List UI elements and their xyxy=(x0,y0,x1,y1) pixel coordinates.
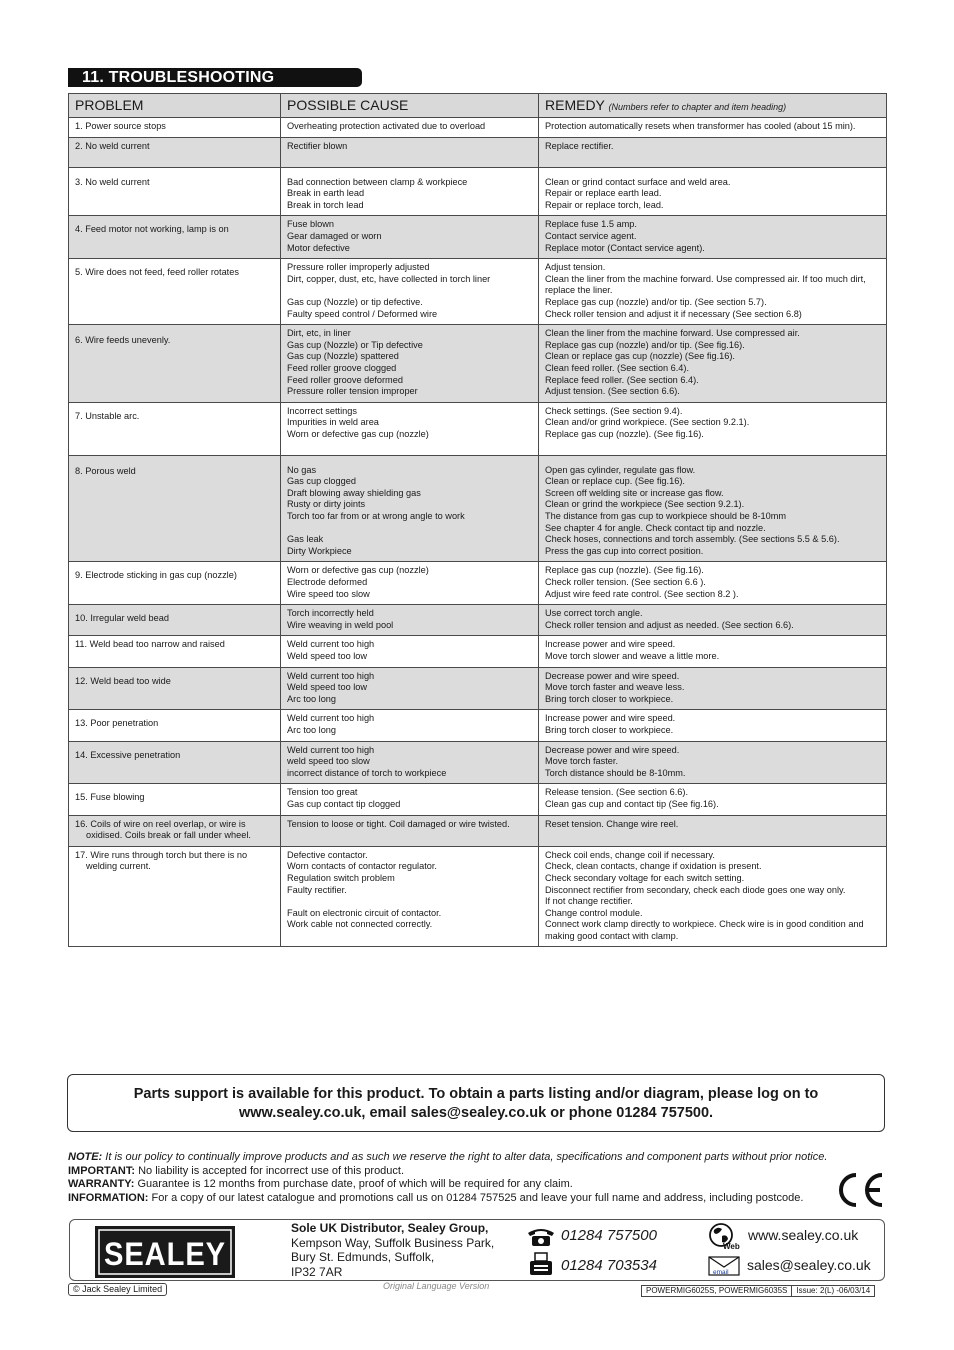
cause-line: Impurities in weld area xyxy=(287,417,379,428)
remedy-cell xyxy=(539,325,887,403)
table-row xyxy=(69,167,887,216)
website-link[interactable]: www.sealey.co.uk xyxy=(748,1227,859,1243)
cause-line: Faulty rectifier. xyxy=(287,884,347,895)
remedy-cell xyxy=(539,605,887,636)
problem-text: 4. Feed motor not working, lamp is on xyxy=(75,224,229,235)
cause-line: Pressure roller improperly adjusted xyxy=(287,262,430,273)
table-row xyxy=(69,325,887,403)
cause-line: Weld speed too low xyxy=(287,682,368,693)
problem-cell xyxy=(69,710,281,741)
problem-cell xyxy=(69,118,281,138)
remedy-cell xyxy=(539,259,887,325)
important-line xyxy=(68,1165,858,1179)
problem-text: 7. Unstable arc. xyxy=(75,410,140,421)
cause-line: Dirty Workpiece xyxy=(287,545,352,556)
ce-mark-icon xyxy=(834,1170,886,1210)
cause-line: Tension too great xyxy=(287,787,358,798)
remedy-line: Decrease power and wire speed. xyxy=(545,670,680,681)
cause-line: Electrode deformed xyxy=(287,577,368,588)
remedy-line: Repair or replace torch, lead. xyxy=(545,199,664,210)
remedy-line: Connect work clamp directly to workpiece. Check wire is in good condition and making good contact with clamp. xyxy=(545,919,867,941)
note-label: NOTE: xyxy=(68,1151,103,1163)
notes-block xyxy=(68,1151,858,1205)
cause-line: Draft blowing away shielding gas xyxy=(287,487,421,498)
problem-text: 5. Wire does not feed, feed roller rotates xyxy=(75,267,239,278)
remedy-line: Clean or grind the workpiece (See section 9.2.1). xyxy=(545,499,745,510)
problem-cell xyxy=(69,605,281,636)
cause-cell xyxy=(281,784,539,815)
problem-cell xyxy=(69,216,281,259)
remedy-line: Clean gas cup and contact tip (See fig.16). xyxy=(545,798,719,809)
cause-line: Arc too long xyxy=(287,724,337,735)
troubleshooting-table xyxy=(68,93,887,947)
cause-cell xyxy=(281,605,539,636)
remedy-line: Decrease power and wire speed. xyxy=(545,744,680,755)
remedy-line: Disconnect rectifier from secondary, check each diode goes one way only. xyxy=(545,884,846,895)
note-text: It is our policy to continually improve products and as such we reserve the right to alter data, specifications and component parts without prior notice. xyxy=(105,1151,828,1163)
remedy-line: Replace gas cup (nozzle). (See fig.16). xyxy=(545,565,704,576)
remedy-line: Replace rectifier. xyxy=(545,140,614,151)
cause-line: Wire weaving in weld pool xyxy=(287,619,394,630)
remedy-line: Move torch slower and weave a little more. xyxy=(545,651,720,661)
parts-support-line1: Parts support is available for this product. To obtain a parts listing and/or diagram, please log on to xyxy=(133,1086,819,1102)
remedy-line: Check roller tension. (See section 6.6 ). xyxy=(545,577,706,588)
information-line xyxy=(68,1192,858,1206)
remedy-line: Press the gas cup into correct position. xyxy=(545,545,704,556)
information-text: For a copy of our latest catalogue and promotions call us on 01284 757525 and leave your full name and address, including postcode. xyxy=(151,1191,804,1204)
header-possible-cause: POSSIBLE CAUSE xyxy=(281,94,539,118)
remedy-line: Clean or replace cup. (See fig.16). xyxy=(545,476,685,487)
address-line-3: IP32 7AR xyxy=(291,1264,343,1279)
cause-line: Break in earth lead xyxy=(287,188,365,199)
remedy-line: Check roller tension and adjust it if necessary (See section 6.8) xyxy=(545,308,802,319)
table-row xyxy=(69,667,887,710)
important-label: IMPORTANT: xyxy=(68,1164,136,1177)
problem-text: 8. Porous weld xyxy=(75,465,136,476)
cause-line: Tension to loose or tight. Coil damaged or wire twisted. xyxy=(287,818,510,829)
cause-cell xyxy=(281,741,539,784)
cause-line: Worn contacts of contactor regulator. xyxy=(287,861,437,872)
cause-cell xyxy=(281,846,539,947)
remedy-line: Reset tension. Change wire reel. xyxy=(545,818,679,829)
information-label: INFORMATION: xyxy=(68,1191,149,1204)
header-remedy xyxy=(539,94,887,118)
model-numbers: POWERMIG6025S, POWERMIG6035S xyxy=(646,1286,788,1295)
cause-line: Torch incorrectly held xyxy=(287,608,374,619)
remedy-line: Clean or replace gas cup (nozzle) (See fig.16). xyxy=(545,351,735,362)
cause-line: Feed roller groove deformed xyxy=(287,374,403,385)
remedy-line: Torch distance should be 8-10mm. xyxy=(545,767,686,778)
cause-cell xyxy=(281,815,539,846)
problem-text: 12. Weld bead too wide xyxy=(75,675,171,686)
section-heading: TROUBLESHOOTING xyxy=(108,69,275,86)
troubleshooting-body xyxy=(69,118,887,947)
original-language-label: Original Language Version xyxy=(383,1281,490,1291)
cause-line: Torch too far from or at wrong angle to work xyxy=(287,511,465,522)
envelope-email-icon xyxy=(708,1256,740,1276)
table-row xyxy=(69,815,887,846)
remedy-line: Protection automatically resets when transformer has cooled (about 15 min). xyxy=(545,121,856,131)
cause-line: Overheating protection activated due to overload xyxy=(287,121,486,131)
table-row xyxy=(69,402,887,455)
remedy-cell xyxy=(539,118,887,138)
cause-line: Gas cup contact tip clogged xyxy=(287,798,401,809)
telephone-icon xyxy=(526,1225,556,1247)
cause-line: Gas cup (Nozzle) spattered xyxy=(287,351,399,362)
problem-text: 16. Coils of wire on reel overlap, or wire is oxidised. Coils break or fall under wheel. xyxy=(75,818,251,841)
cause-cell xyxy=(281,325,539,403)
issue-date: Issue: 2(L) -06/03/14 xyxy=(791,1286,874,1296)
remedy-line: Check hoses, connections and torch assembly. (See sections 5.5 & 5.6). xyxy=(545,534,840,545)
cause-line: Gas cup (Nozzle) or tip defective. xyxy=(287,296,423,307)
cause-line: Worn or defective gas cup (nozzle) xyxy=(287,565,429,576)
cause-line: Weld current too high xyxy=(287,713,375,724)
parts-support-box xyxy=(67,1074,885,1132)
problem-cell xyxy=(69,741,281,784)
table-row xyxy=(69,562,887,605)
remedy-line: Clean the liner from the machine forward. Use compressed air. xyxy=(545,328,800,339)
cause-cell xyxy=(281,137,539,167)
note-line xyxy=(68,1151,858,1165)
cause-line: Gas cup (Nozzle) or Tip defective xyxy=(287,339,423,350)
cause-cell xyxy=(281,167,539,216)
cause-line xyxy=(287,285,532,297)
remedy-line: Adjust tension. xyxy=(545,262,606,273)
cause-line: Fuse blown xyxy=(287,219,334,230)
header-problem: PROBLEM xyxy=(69,94,281,118)
web-icon-label: Web xyxy=(723,1242,740,1250)
problem-text: 2. No weld current xyxy=(75,140,150,151)
copyright-label: © Jack Sealey Limited xyxy=(68,1283,167,1296)
cause-line: Bad connection between clamp & workpiece xyxy=(287,176,468,187)
problem-cell xyxy=(69,562,281,605)
warranty-text: Guarantee is 12 months from purchase date, proof of which will be required for any claim. xyxy=(137,1178,573,1191)
table-row xyxy=(69,784,887,815)
remedy-line: Replace fuse 1.5 amp. xyxy=(545,219,637,230)
table-row xyxy=(69,605,887,636)
cause-cell xyxy=(281,455,539,562)
phone-number: 01284 757500 xyxy=(561,1227,657,1244)
table-row xyxy=(69,710,887,741)
remedy-line: Replace gas cup (nozzle) and/or tip. (See fig.16). xyxy=(545,339,745,350)
remedy-line: Clean or grind contact surface and weld area. xyxy=(545,176,731,187)
remedy-line: See chapter 4 for angle. Check contact tip and nozzle. xyxy=(545,522,766,533)
distributor-address xyxy=(291,1221,494,1279)
globe-web-icon xyxy=(708,1222,744,1250)
cause-line: Dirt, etc, in liner xyxy=(287,328,351,339)
cause-line: Faulty speed control / Deformed wire xyxy=(287,308,438,319)
cause-line: Weld current too high xyxy=(287,744,375,755)
header-remedy-label: REMEDY xyxy=(545,97,605,113)
remedy-line: Check settings. (See section 9.4). xyxy=(545,405,683,416)
remedy-line: Bring torch closer to workpiece. xyxy=(545,693,674,704)
cause-line: Defective contactor. xyxy=(287,849,368,860)
cause-cell xyxy=(281,118,539,138)
cause-line: Worn or defective gas cup (nozzle) xyxy=(287,428,429,439)
remedy-line: Clean the liner from the machine forward. Use compressed air. If too much dirt, replace the liner. xyxy=(545,273,869,296)
remedy-cell xyxy=(539,784,887,815)
sealey-logo xyxy=(95,1226,235,1278)
cause-line: Dirt, copper, dust, etc, have collected in torch liner xyxy=(287,273,491,284)
remedy-cell xyxy=(539,710,887,741)
remedy-line: The distance from gas cup to workpiece should be 8-10mm xyxy=(545,511,787,522)
problem-cell xyxy=(69,259,281,325)
problem-cell xyxy=(69,167,281,216)
remedy-line: Check secondary voltage for each switch setting. xyxy=(545,872,745,883)
parts-support-line2: www.sealey.co.uk, email sales@sealey.co.uk or phone 01284 757500. xyxy=(238,1105,714,1121)
table-row xyxy=(69,259,887,325)
remedy-line: Release tension. (See section 6.6). xyxy=(545,787,688,798)
table-row xyxy=(69,741,887,784)
remedy-cell xyxy=(539,667,887,710)
problem-cell xyxy=(69,402,281,455)
fax-number: 01284 703534 xyxy=(561,1257,657,1274)
cause-line: Motor defective xyxy=(287,242,350,253)
table-row xyxy=(69,216,887,259)
cause-line: Weld speed too low xyxy=(287,651,368,661)
remedy-line: Replace feed roller. (See section 6.4). xyxy=(545,374,699,385)
problem-cell xyxy=(69,455,281,562)
cause-cell xyxy=(281,710,539,741)
remedy-line: If not change rectifier. xyxy=(545,896,633,907)
problem-text: 1. Power source stops xyxy=(75,121,166,131)
problem-cell xyxy=(69,667,281,710)
table-row xyxy=(69,137,887,167)
cause-line xyxy=(287,523,532,535)
remedy-line: Open gas cylinder, regulate gas flow. xyxy=(545,464,696,475)
remedy-cell xyxy=(539,636,887,667)
important-text: No liability is accepted for incorrect use of this product. xyxy=(138,1164,405,1177)
remedy-line: Use correct torch angle. xyxy=(545,608,643,619)
remedy-line: Adjust wire feed rate control. (See section 8.2 ). xyxy=(545,588,739,599)
remedy-line: Replace gas cup (nozzle). (See fig.16). xyxy=(545,428,704,439)
remedy-line: Check, clean contacts, change if oxidation is present. xyxy=(545,861,762,872)
cause-cell xyxy=(281,667,539,710)
cause-line: Weld current too high xyxy=(287,639,375,650)
problem-text: 10. Irregular weld bead xyxy=(75,613,169,624)
cause-cell xyxy=(281,636,539,667)
warranty-line xyxy=(68,1178,858,1192)
remedy-line: Bring torch closer to workpiece. xyxy=(545,724,674,735)
remedy-line: Move torch faster and weave less. xyxy=(545,682,685,693)
problem-cell xyxy=(69,846,281,947)
cause-line: No gas xyxy=(287,464,317,475)
problem-text: 9. Electrode sticking in gas cup (nozzle) xyxy=(75,570,237,581)
section-title xyxy=(68,68,362,87)
problem-cell xyxy=(69,325,281,403)
cause-line: Gear damaged or worn xyxy=(287,230,382,241)
cause-line: Incorrect settings xyxy=(287,405,357,416)
fax-icon xyxy=(528,1252,554,1278)
remedy-cell xyxy=(539,455,887,562)
cause-line: Rusty or dirty joints xyxy=(287,499,366,510)
remedy-line: Adjust tension. (See section 6.6). xyxy=(545,386,680,397)
problem-text: 3. No weld current xyxy=(75,176,150,187)
remedy-cell xyxy=(539,216,887,259)
problem-text: 14. Excessive penetration xyxy=(75,749,181,760)
cause-line: Regulation switch problem xyxy=(287,872,395,883)
problem-cell xyxy=(69,815,281,846)
remedy-line: Screen off welding site or increase gas flow. xyxy=(545,487,724,498)
table-row xyxy=(69,118,887,138)
remedy-line: Contact service agent. xyxy=(545,230,637,241)
cause-line: Break in torch lead xyxy=(287,199,364,210)
remedy-line: Check roller tension and adjust as needed. (See section 6.6). xyxy=(545,619,794,630)
remedy-cell xyxy=(539,137,887,167)
cause-line: Rectifier blown xyxy=(287,140,348,151)
cause-line: Fault on electronic circuit of contactor. xyxy=(287,907,442,918)
cause-cell xyxy=(281,216,539,259)
remedy-cell xyxy=(539,741,887,784)
problem-cell xyxy=(69,636,281,667)
problem-cell xyxy=(69,137,281,167)
remedy-line: Change control module. xyxy=(545,907,643,918)
model-issue-box xyxy=(641,1285,875,1297)
cause-line: weld speed too slow xyxy=(287,756,370,767)
cause-line: incorrect distance of torch to workpiece xyxy=(287,767,447,778)
table-row xyxy=(69,636,887,667)
cause-line: Gas cup clogged xyxy=(287,476,356,487)
problem-text: 17. Wire runs through torch but there is no welding current. xyxy=(75,849,248,872)
remedy-line: Check coil ends, change coil if necessary. xyxy=(545,849,715,860)
warranty-label: WARRANTY: xyxy=(68,1178,135,1191)
remedy-line: Replace gas cup (nozzle) and/or tip. (See section 5.7). xyxy=(545,296,767,307)
remedy-cell xyxy=(539,846,887,947)
cause-cell xyxy=(281,259,539,325)
email-icon-label: email xyxy=(713,1269,729,1276)
cause-line: Gas leak xyxy=(287,534,324,545)
remedy-line: Clean feed roller. (See section 6.4). xyxy=(545,362,690,373)
remedy-cell xyxy=(539,167,887,216)
address-line-2: Bury St. Edmunds, Suffolk, xyxy=(291,1250,435,1265)
sealey-logo-text: SEALEY xyxy=(104,1236,226,1272)
problem-text: 13. Poor penetration xyxy=(75,718,159,729)
table-row xyxy=(69,455,887,562)
problem-text: 15. Fuse blowing xyxy=(75,792,145,803)
remedy-line: Repair or replace earth lead. xyxy=(545,188,662,199)
remedy-cell xyxy=(539,402,887,455)
cause-line xyxy=(287,896,532,908)
cause-cell xyxy=(281,402,539,455)
remedy-line: Replace motor (Contact service agent). xyxy=(545,242,705,253)
section-number: 11. xyxy=(82,69,104,86)
remedy-line: Clean and/or grind workpiece. (See section 9.2.1). xyxy=(545,417,750,428)
remedy-cell xyxy=(539,562,887,605)
email-link[interactable]: sales@sealey.co.uk xyxy=(747,1257,871,1273)
remedy-line: Increase power and wire speed. xyxy=(545,639,676,650)
cause-line: Pressure roller tension improper xyxy=(287,386,418,397)
distributor-title: Sole UK Distributor, Sealey Group, xyxy=(291,1221,489,1235)
cause-line: Feed roller groove clogged xyxy=(287,362,397,373)
problem-text: 6. Wire feeds unevenly. xyxy=(75,335,171,346)
table-row xyxy=(69,846,887,947)
problem-text: 11. Weld bead too narrow and raised xyxy=(75,639,225,650)
cause-line: Arc too long xyxy=(287,693,337,704)
cause-line: Wire speed too slow xyxy=(287,588,370,599)
address-line-1: Kempson Way, Suffolk Business Park, xyxy=(291,1235,495,1250)
remedy-line: Move torch faster. xyxy=(545,756,619,767)
cause-cell xyxy=(281,562,539,605)
cause-line: Work cable not connected correctly. xyxy=(287,919,433,930)
problem-cell xyxy=(69,784,281,815)
remedy-line: Increase power and wire speed. xyxy=(545,713,676,724)
cause-line: Weld current too high xyxy=(287,670,375,681)
header-remedy-note: (Numbers refer to chapter and item heading) xyxy=(608,102,787,112)
remedy-cell xyxy=(539,815,887,846)
